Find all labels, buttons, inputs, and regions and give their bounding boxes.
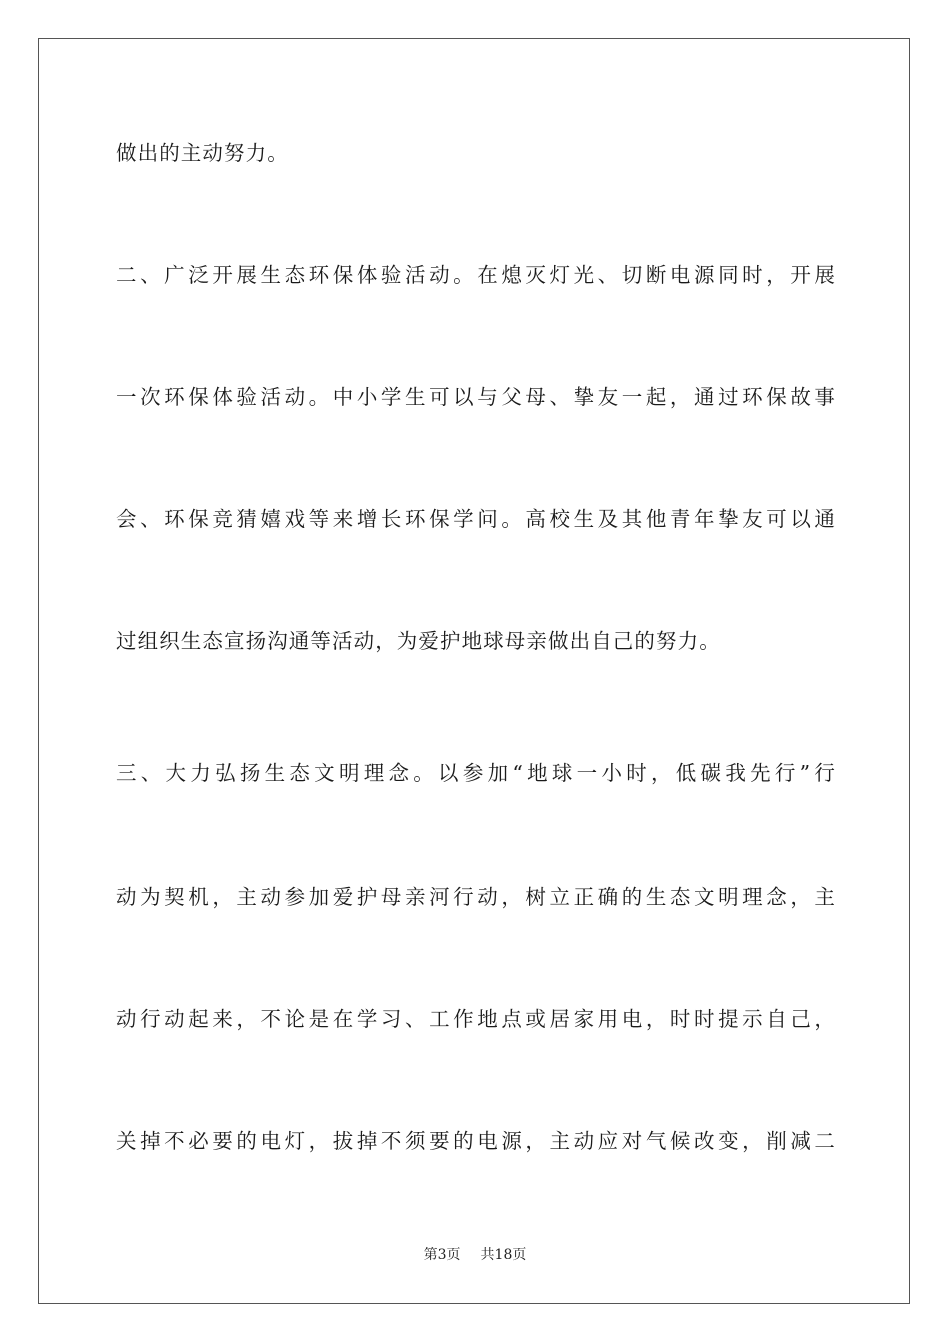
- page-footer: [0, 1246, 950, 1264]
- paragraph-line: 过组织生态宣扬沟通等活动，为爱护地球母亲做出自己的努力。: [116, 629, 721, 653]
- paragraph-line: 一次环保体验活动。中小学生可以与父母、挚友一起，通过环保故事: [116, 385, 836, 409]
- page-border: [38, 38, 910, 1304]
- paragraph-line: 动为契机，主动参加爱护母亲河行动，树立正确的生态文明理念，主: [116, 885, 836, 909]
- page-number-total: 共18页: [480, 1247, 527, 1263]
- paragraph-line: 关掉不必要的电灯，拔掉不须要的电源，主动应对气候改变，削减二: [116, 1129, 836, 1153]
- paragraph-line: 二、广泛开展生态环保体验活动。在熄灭灯光、切断电源同时，开展: [116, 263, 836, 287]
- paragraph-line: 做出的主动努力。: [116, 141, 289, 165]
- paragraph-line: 三、大力弘扬生态文明理念。以参加“地球一小时，低碳我先行”行: [116, 761, 836, 785]
- paragraph-line: 动行动起来，不论是在学习、工作地点或居家用电，时时提示自己，: [116, 1007, 836, 1031]
- page-number-current: 第3页: [423, 1247, 461, 1263]
- paragraph-line: 会、环保竞猜嬉戏等来增长环保学问。高校生及其他青年挚友可以通: [116, 507, 836, 531]
